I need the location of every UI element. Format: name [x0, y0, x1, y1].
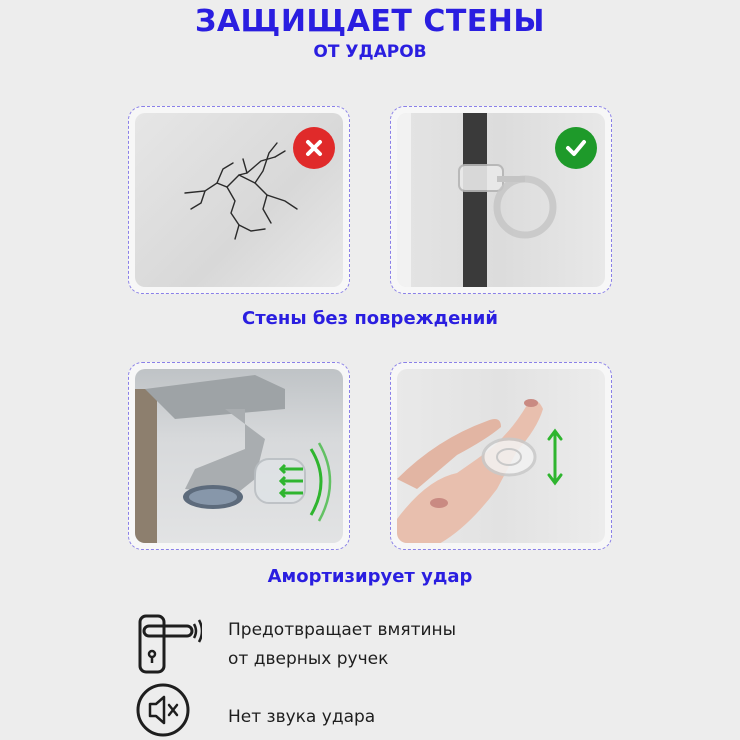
check-icon	[565, 138, 587, 158]
section1-caption: Стены без повреждений	[242, 308, 498, 329]
feature-dent-line1: Предотвращает вмятины	[228, 620, 457, 640]
page-title: ЗАЩИЩАЕТ СТЕНЫ	[195, 4, 545, 39]
mute-sound-icon	[134, 681, 192, 739]
feature-dent-text	[228, 616, 456, 674]
cross-icon	[304, 138, 324, 158]
check-badge	[555, 127, 597, 169]
feature-dent-line2: от дверных ручек	[228, 649, 389, 669]
door-handle-icon	[132, 612, 202, 676]
page-subtitle: ОТ УДАРОВ	[313, 42, 427, 62]
cross-badge	[293, 127, 335, 169]
faucet-image	[135, 369, 343, 543]
door-bumper-card	[390, 106, 612, 294]
faucet-bumper-card	[128, 362, 350, 550]
hand-bumper-card	[390, 362, 612, 550]
hand-image	[397, 369, 605, 543]
feature-mute-text	[228, 703, 375, 732]
section2-caption: Амортизирует удар	[267, 566, 473, 587]
cracked-wall-card	[128, 106, 350, 294]
feature-mute-line1: Нет звука удара	[228, 707, 376, 727]
